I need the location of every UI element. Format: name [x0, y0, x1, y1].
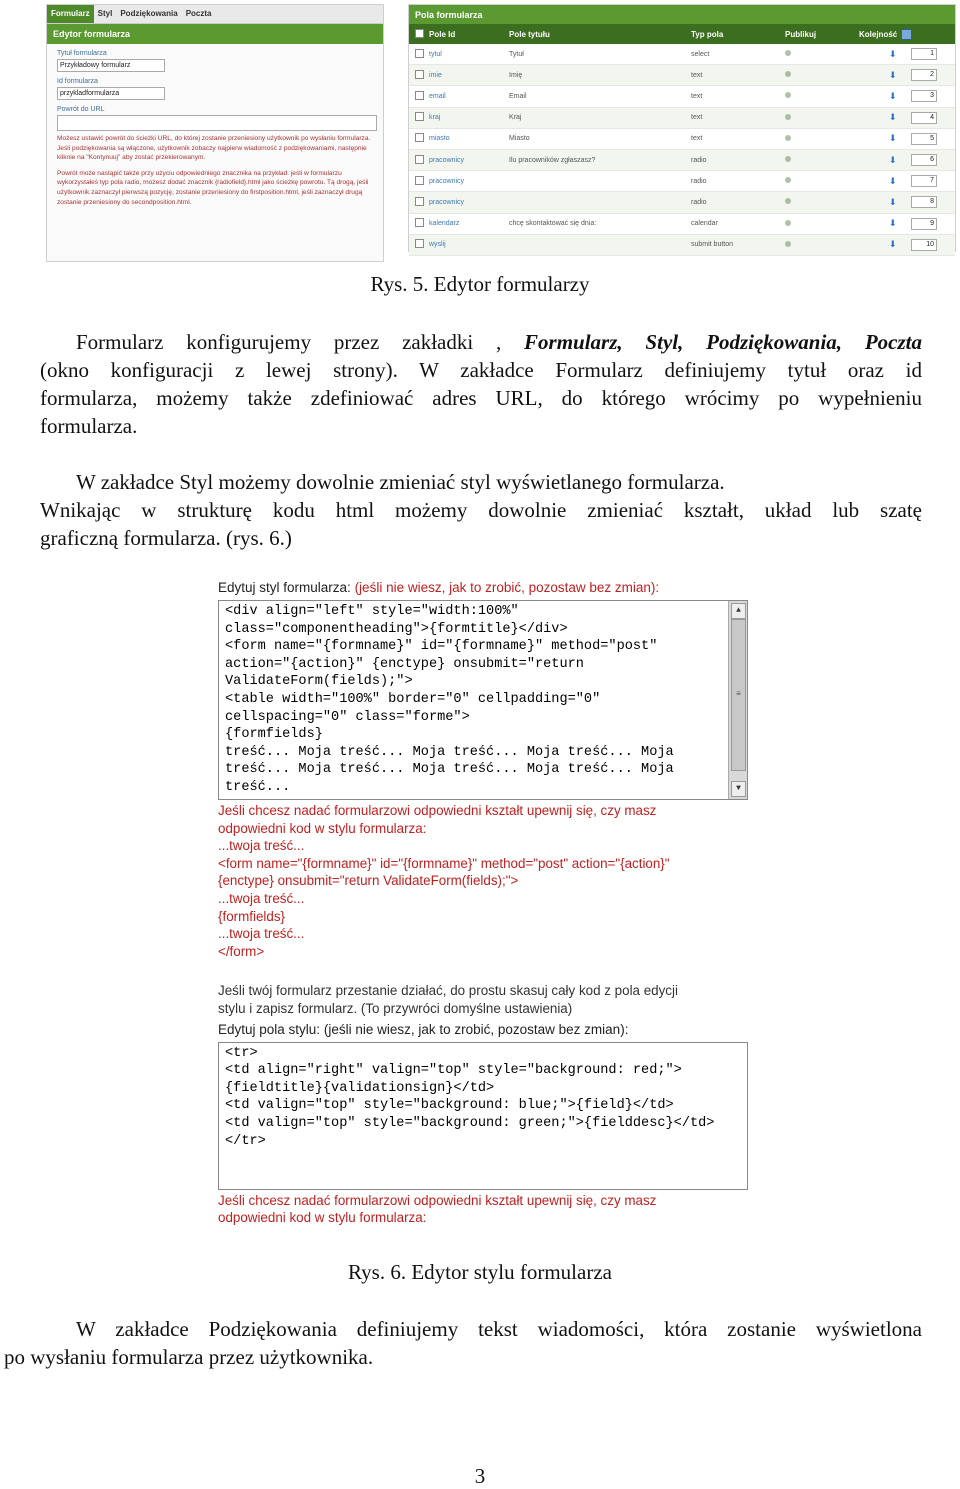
- table-row[interactable]: [409, 235, 955, 256]
- para1-line2: (okno konfiguracji z lewej strony). W zakładce Formularz definiujemy tytuł oraz id: [40, 358, 922, 382]
- publish-toggle-icon[interactable]: [785, 50, 791, 56]
- move-down-icon[interactable]: ⬇: [889, 90, 897, 101]
- id-input[interactable]: przykladformularza: [57, 87, 165, 100]
- move-down-icon[interactable]: ⬇: [889, 112, 897, 123]
- col-kolejnosc[interactable]: [859, 29, 955, 40]
- field-type: submit button: [691, 241, 734, 249]
- title-label: Tytuł formularza: [57, 50, 107, 57]
- field-type: radio: [691, 156, 707, 164]
- row-checkbox[interactable]: [415, 155, 424, 164]
- para1-line1-emphasis: Formularz, Styl, Podziękowania, Poczta: [524, 330, 922, 354]
- code-line: <td valign="top" style="background: green;">{fielddesc}</td>: [225, 1115, 715, 1131]
- title-input[interactable]: Przykładowy formularz: [57, 59, 165, 72]
- order-input[interactable]: 6: [911, 154, 937, 166]
- move-down-icon[interactable]: ⬇: [889, 218, 897, 229]
- scroll-up-icon[interactable]: ▲: [731, 603, 746, 619]
- move-down-icon[interactable]: ⬇: [889, 175, 897, 186]
- field-style-label-hint: (jeśli nie wiesz, jak to zrobić, pozostaw bez zmian):: [323, 1021, 629, 1037]
- code-line: <div align="left" style="width:100%": [225, 604, 519, 619]
- field-title: Miasto: [509, 135, 530, 143]
- field-id-link[interactable]: pracownicy: [429, 156, 465, 164]
- field-id-link[interactable]: pracownicy: [429, 177, 465, 185]
- col-pole-tytulu[interactable]: Pole tytułu: [509, 29, 550, 39]
- paragraph-3: [4, 1315, 922, 1371]
- style-label-text: Edytuj styl formularza:: [218, 580, 351, 595]
- publish-toggle-icon[interactable]: [785, 135, 791, 141]
- field-type: radio: [691, 198, 707, 206]
- field-id-link[interactable]: wyslij: [429, 241, 446, 249]
- move-down-icon[interactable]: ⬇: [889, 69, 897, 80]
- order-input[interactable]: 5: [911, 133, 937, 145]
- move-down-icon[interactable]: ⬇: [889, 154, 897, 165]
- return-url-input[interactable]: [57, 115, 377, 131]
- table-row[interactable]: [409, 171, 955, 192]
- field-id-link[interactable]: tytul: [429, 50, 442, 58]
- field-style-label-text: Edytuj pola stylu:: [218, 1021, 321, 1037]
- publish-toggle-icon[interactable]: [785, 198, 791, 204]
- order-input[interactable]: 8: [911, 196, 937, 208]
- field-style-requirement-note: [218, 1192, 750, 1227]
- field-title: chcę skontaktować się dnia:: [509, 220, 597, 228]
- order-input[interactable]: 2: [911, 69, 937, 81]
- style-editor-scrollbar[interactable]: [728, 601, 747, 799]
- field-type: text: [691, 135, 703, 143]
- table-row[interactable]: [409, 129, 955, 150]
- publish-toggle-icon[interactable]: [785, 177, 791, 183]
- row-checkbox[interactable]: [415, 70, 424, 79]
- move-down-icon[interactable]: ⬇: [889, 133, 897, 144]
- note-line: <form name="{formname}" id="{formname}" method="post" action="{action}": [218, 855, 670, 871]
- note-line: Jeśli chcesz nadać formularzowi odpowiedni kształt upewnij się, czy masz: [218, 803, 657, 818]
- tab-poczta[interactable]: Poczta: [185, 9, 212, 18]
- scroll-down-icon[interactable]: ▼: [731, 781, 746, 797]
- panel-title: Edytor formularza: [47, 24, 383, 44]
- col-publikuj[interactable]: Publikuj: [785, 29, 817, 39]
- code-line: </tr>: [225, 1133, 266, 1149]
- row-checkbox[interactable]: [415, 112, 424, 121]
- figure-5-caption: Rys. 5. Edytor formularzy: [370, 272, 590, 296]
- select-all-checkbox[interactable]: [415, 29, 424, 38]
- note-line: stylu i zapisz formularz. (To przywróci domyślne ustawienia): [218, 1000, 573, 1016]
- field-type: calendar: [691, 220, 718, 228]
- form-fields-panel: [408, 4, 956, 252]
- code-line: class="componentheading">{formtitle}</div>: [225, 621, 568, 637]
- table-row[interactable]: [409, 65, 955, 86]
- code-line: <tr>: [225, 1045, 258, 1061]
- tab-podziekowania[interactable]: Podziękowania: [120, 9, 178, 18]
- return-url-hint-2: Powrót może nastąpić także przy użyciu odpowiedniego znacznika na przykład: jeśli w formularzu wykorzystałeś typ pola radio, możesz dodać znacznik {radiofield}.html jako ścieżkę powrotu. Tą drogą, jeśli użytkownik zaznaczył pierwszą pozycję, zostanie przeniesiony do firstposition.html, jeśli zaznaczył drugą zostanie przeniesiony do secondposition.html.: [57, 169, 369, 206]
- para3-line1: W zakładce Podziękowania definiujemy tekst wiadomości, która zostanie wyświetlona: [76, 1317, 922, 1341]
- field-type: select: [691, 50, 710, 58]
- save-order-icon[interactable]: [901, 29, 912, 40]
- table-row[interactable]: [409, 192, 955, 213]
- editor-tabs: [47, 5, 383, 24]
- field-title: Ilu pracowników zgłaszasz?: [509, 156, 596, 164]
- field-style-code-lines: [225, 1045, 741, 1151]
- page-number: 3: [474, 1464, 486, 1488]
- publish-toggle-icon[interactable]: [785, 114, 791, 120]
- field-title: Email: [509, 92, 527, 100]
- id-label: Id formularza: [57, 78, 98, 85]
- publish-toggle-icon[interactable]: [785, 156, 791, 162]
- field-id-link[interactable]: kraj: [429, 114, 441, 122]
- code-line: <table width="100%" border="0" cellpadding="0": [225, 691, 601, 707]
- para1-line4: formularza.: [40, 414, 138, 438]
- code-line: treść... Moja treść... Moja treść... Moja treść... Moja: [225, 744, 674, 760]
- field-id-link[interactable]: email: [429, 92, 446, 100]
- publish-toggle-icon[interactable]: [785, 220, 791, 226]
- table-row[interactable]: [409, 86, 955, 107]
- paragraph-1: [40, 328, 922, 440]
- table-row[interactable]: [409, 108, 955, 129]
- tab-formularz[interactable]: Formularz: [47, 5, 94, 23]
- field-id-link[interactable]: miasto: [429, 135, 450, 143]
- form-editor-panel: [46, 4, 384, 262]
- row-checkbox[interactable]: [415, 239, 424, 248]
- note-line: ...twoja treść...: [218, 926, 305, 942]
- table-row[interactable]: [409, 44, 955, 65]
- fields-table-body: [409, 44, 955, 256]
- table-row[interactable]: [409, 214, 955, 235]
- code-line: <td align="right" valign="top" style="background: red;">: [225, 1063, 682, 1079]
- row-checkbox[interactable]: [415, 176, 424, 185]
- row-checkbox[interactable]: [415, 91, 424, 100]
- paragraph-2: [40, 468, 922, 552]
- field-type: text: [691, 114, 703, 122]
- note-line: </form>: [218, 943, 265, 959]
- order-input[interactable]: 4: [911, 112, 937, 124]
- code-line: ValidateForm(fields);">: [225, 674, 413, 690]
- field-id-link[interactable]: pracownicy: [429, 198, 465, 206]
- para1-line3: formularza, możemy także zdefiniować adres URL, do którego wrócimy po wypełnieniu: [40, 386, 922, 410]
- fields-panel-title: Pola formularza: [409, 5, 955, 24]
- field-type: text: [691, 92, 703, 100]
- move-down-icon[interactable]: ⬇: [889, 48, 897, 59]
- style-code-editor[interactable]: [218, 600, 748, 800]
- row-checkbox[interactable]: [415, 197, 424, 206]
- order-input[interactable]: 7: [911, 175, 937, 187]
- order-input[interactable]: 9: [911, 218, 937, 230]
- note-line: odpowiedni kod w stylu formularza:: [218, 1210, 427, 1226]
- code-line: treść... Moja treść... Moja treść... Moja treść... Moja: [225, 762, 674, 778]
- style-editor-label: [218, 580, 750, 600]
- row-checkbox[interactable]: [415, 133, 424, 142]
- field-type: radio: [691, 177, 707, 185]
- field-title: Kraj: [509, 114, 522, 122]
- field-title: Imię: [509, 71, 523, 79]
- move-down-icon[interactable]: ⬇: [889, 196, 897, 207]
- note-line: ...twoja treść...: [218, 838, 305, 854]
- para2-line3: graficzną formularza. (rys. 6.): [40, 526, 292, 550]
- row-checkbox[interactable]: [415, 49, 424, 58]
- row-checkbox[interactable]: [415, 218, 424, 227]
- move-down-icon[interactable]: ⬇: [889, 239, 897, 250]
- style-requirement-note: [218, 802, 750, 960]
- style-code-lines: [225, 603, 723, 797]
- fields-table-header: [409, 24, 955, 44]
- col-pole-id[interactable]: Pole Id: [429, 29, 456, 39]
- para1-line1: [40, 328, 922, 356]
- field-type: text: [691, 71, 703, 79]
- field-id-link[interactable]: kalendarz: [429, 220, 460, 228]
- field-title: Tytuł: [509, 50, 524, 58]
- field-style-label: [218, 1022, 750, 1042]
- para3-line2: po wysłaniu formularza przez użytkownika.: [4, 1345, 374, 1369]
- code-line: <td valign="top" style="background: blue;">{field}</td>: [225, 1098, 674, 1114]
- return-url-hint: Możesz ustawić powrót do ścieżki URL, do której zostanie przeniesiony użytkownik po wysłaniu formularza. Jeśli podziękowania są włączone, użytkownik zobaczy najpierw wiadomość z podziękowaniami, następnie kliknie na "Kontynuuj" aby zostać przekierowanym.: [57, 135, 371, 162]
- order-input[interactable]: 1: [911, 48, 937, 60]
- note-line: odpowiedni kod w stylu formularza:: [218, 820, 427, 836]
- code-line: treść...: [225, 779, 291, 795]
- para2-line1: W zakładce Styl możemy dowolnie zmieniać styl wyświetlanego formularza.: [76, 470, 725, 494]
- publish-toggle-icon[interactable]: [785, 241, 791, 247]
- field-style-code-editor[interactable]: [218, 1042, 748, 1190]
- style-label-hint: (jeśli nie wiesz, jak to zrobić, pozostaw bez zmian):: [354, 580, 660, 595]
- reset-style-note: [218, 982, 750, 1017]
- col-kolejnosc-label: Kolejność: [859, 29, 898, 39]
- order-input[interactable]: 3: [911, 90, 937, 102]
- figure-6-caption: Rys. 6. Edytor stylu formularza: [348, 1260, 612, 1284]
- publish-toggle-icon[interactable]: [785, 92, 791, 98]
- code-line: {formfields}: [225, 727, 323, 743]
- table-row[interactable]: [409, 150, 955, 171]
- code-line: cellspacing="0" class="forme">: [225, 709, 470, 725]
- order-input[interactable]: 10: [911, 239, 937, 251]
- tab-styl[interactable]: Styl: [97, 9, 113, 18]
- code-line: action="{action}" {enctype} onsubmit="return: [225, 656, 584, 672]
- note-line: Jeśli twój formularz przestanie działać, do prostu skasuj cały kod z pola edycji: [218, 983, 678, 999]
- scroll-thumb[interactable]: ≡: [731, 619, 746, 771]
- style-editor-figure: [218, 580, 750, 1230]
- note-line: {formfields}: [218, 908, 285, 924]
- return-url-label: Powrót do URL: [57, 106, 105, 113]
- field-id-link[interactable]: imie: [429, 71, 442, 79]
- note-line: Jeśli chcesz nadać formularzowi odpowiedni kształt upewnij się, czy masz: [218, 1192, 657, 1208]
- col-typ-pola[interactable]: Typ pola: [691, 29, 724, 39]
- note-line: ...twoja treść...: [218, 890, 305, 906]
- publish-toggle-icon[interactable]: [785, 71, 791, 77]
- code-line: {fieldtitle}{validationsign}</td>: [225, 1080, 495, 1096]
- para2-line2: Wnikając w strukturę kodu html możemy dowolnie zmieniać kształt, układ lub szatę: [40, 498, 922, 522]
- para1-line1-text: Formularz konfigurujemy przez zakładki ,: [76, 330, 525, 354]
- code-line: <form name="{formname}" id="{formname}" method="post": [225, 639, 658, 655]
- note-line: {enctype} onsubmit="return ValidateForm(fields);">: [218, 873, 519, 889]
